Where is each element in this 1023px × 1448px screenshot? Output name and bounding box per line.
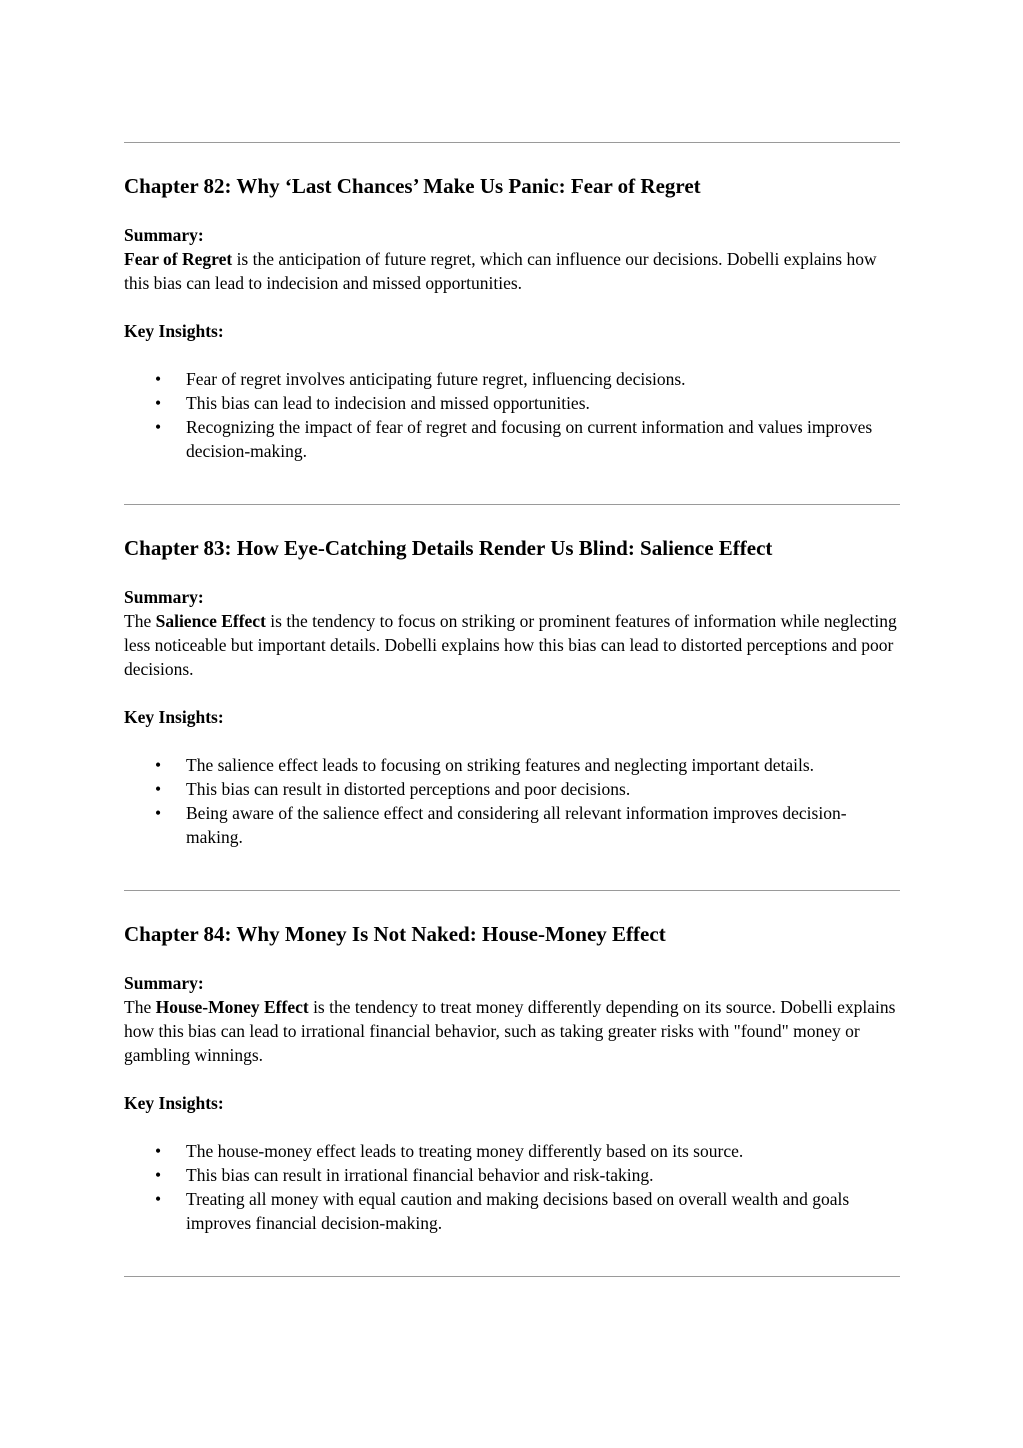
list-item bbox=[155, 1139, 900, 1163]
bullet-icon: • bbox=[155, 1141, 162, 1161]
list-item bbox=[155, 1163, 900, 1187]
bullet-icon: • bbox=[155, 803, 162, 823]
key-insights-label: Key Insights: bbox=[124, 707, 224, 727]
summary-text bbox=[124, 247, 900, 295]
chapter-title: Chapter 82: Why ‘Last Chances’ Make Us Panic: Fear of Regret bbox=[124, 174, 701, 198]
summary-prefix: The bbox=[124, 997, 156, 1017]
list-item bbox=[155, 415, 900, 463]
insights-list bbox=[124, 753, 900, 849]
chapter-section bbox=[124, 505, 900, 890]
bullet-icon: • bbox=[155, 417, 162, 437]
document-page bbox=[124, 142, 900, 1277]
summary-term: Fear of Regret bbox=[124, 249, 233, 269]
bullet-icon: • bbox=[155, 1165, 162, 1185]
insight-text: Treating all money with equal caution and making decisions based on overall wealth and goals improves financial decision-making. bbox=[186, 1189, 850, 1233]
insights-list bbox=[124, 367, 900, 463]
insight-text: The house-money effect leads to treating money differently based on its source. bbox=[186, 1141, 744, 1161]
bullet-icon: • bbox=[155, 393, 162, 413]
chapter-title: Chapter 84: Why Money Is Not Naked: House-Money Effect bbox=[124, 922, 666, 946]
list-item bbox=[155, 777, 900, 801]
summary-text bbox=[124, 995, 900, 1067]
bullet-icon: • bbox=[155, 779, 162, 799]
list-item bbox=[155, 391, 900, 415]
insight-text: Fear of regret involves anticipating future regret, influencing decisions. bbox=[186, 369, 686, 389]
insight-text: This bias can result in distorted perceptions and poor decisions. bbox=[186, 779, 631, 799]
summary-label: Summary: bbox=[124, 587, 204, 607]
list-item bbox=[155, 801, 900, 849]
summary-label: Summary: bbox=[124, 225, 204, 245]
key-insights-label: Key Insights: bbox=[124, 321, 224, 341]
insight-text: This bias can result in irrational financial behavior and risk-taking. bbox=[186, 1165, 654, 1185]
summary-label: Summary: bbox=[124, 973, 204, 993]
chapter-title: Chapter 83: How Eye-Catching Details Render Us Blind: Salience Effect bbox=[124, 536, 773, 560]
insights-list bbox=[124, 1139, 900, 1235]
summary-text bbox=[124, 609, 900, 681]
chapter-section bbox=[124, 143, 900, 504]
chapter-section bbox=[124, 891, 900, 1276]
summary-term: House-Money Effect bbox=[155, 997, 309, 1017]
summary-term: Salience Effect bbox=[155, 611, 266, 631]
summary-body: is the tendency to focus on striking or prominent features of information while neglecting less noticeable but important details. Dobelli explains how this bias can lead to distorted perceptions and poor decisions. bbox=[124, 611, 897, 679]
summary-body: is the anticipation of future regret, which can influence our decisions. Dobelli explains how this bias can lead to indecision and missed opportunities. bbox=[124, 249, 877, 293]
divider bbox=[124, 1276, 900, 1277]
insight-text: This bias can lead to indecision and missed opportunities. bbox=[186, 393, 590, 413]
bullet-icon: • bbox=[155, 1189, 162, 1209]
insight-text: The salience effect leads to focusing on striking features and neglecting important details. bbox=[186, 755, 815, 775]
summary-body: is the tendency to treat money differently depending on its source. Dobelli explains how this bias can lead to irrational financial behavior, such as taking greater risks with "found" money or gambling winnings. bbox=[124, 997, 896, 1065]
key-insights-label: Key Insights: bbox=[124, 1093, 224, 1113]
insight-text: Recognizing the impact of fear of regret and focusing on current information and values improves decision-making. bbox=[186, 417, 873, 461]
list-item bbox=[155, 1187, 900, 1235]
summary-prefix: The bbox=[124, 611, 156, 631]
list-item bbox=[155, 367, 900, 391]
bullet-icon: • bbox=[155, 755, 162, 775]
list-item bbox=[155, 753, 900, 777]
insight-text: Being aware of the salience effect and considering all relevant information improves decision-making. bbox=[186, 803, 847, 847]
bullet-icon: • bbox=[155, 369, 162, 389]
